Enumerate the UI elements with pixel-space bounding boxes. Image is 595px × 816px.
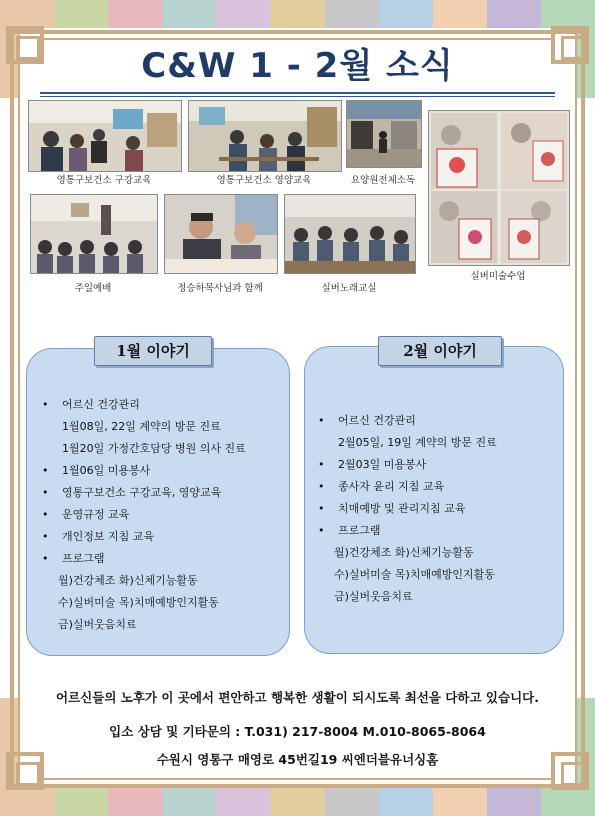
list-item: 1월20일 가정간호담당 병원 의사 진료 [62,442,246,455]
list-item: • 어르신 건강관리 [318,410,497,432]
list-item: • 1월06일 미용봉사 [42,460,246,482]
january-panel-title: 1월 이야기 [94,336,212,366]
february-list [318,410,497,608]
hallway-photo [346,100,422,168]
frame-right-inner [575,30,577,788]
title-underline-thin [40,96,555,97]
list-item: • 2월03일 미용봉사 [318,454,497,476]
frame-bottom [6,784,589,788]
photo-caption: 실버미술수업 [470,271,526,282]
frame-left-inner [18,30,20,788]
list-item: • 프로그램 [42,548,246,570]
list-item: • 개인정보 지침 교육 [42,526,246,548]
title-area [40,42,555,90]
photo-caption: 주일예배 [74,283,112,294]
corner-ornament-tr [551,26,589,64]
list-item: • 치매예방 및 관리지침 교육 [318,498,497,520]
frame-top-inner [40,38,555,40]
frame-left [10,30,14,788]
photo-caption: 정승하목사님과 함께 [177,283,263,294]
list-item: 1월08일, 22일 계약의 방문 진료 [62,420,221,433]
frame-bottom-inner [40,778,555,780]
list-item: • 프로그램 [318,520,497,542]
page-title: C&W 1 - 2월 소식 [141,46,454,86]
january-list [42,394,246,636]
photo-caption: 요양원전체소독 [350,175,416,186]
list-item: • 어르신 건강관리 [42,394,246,416]
frame-top [6,30,589,34]
list-item: 수)실버미술 목)치매예방인지활동 [334,568,495,581]
list-item: 월)건강체조 화)신체기능활동 [58,574,198,587]
list-item: • 영통구보건소 구강교육, 영양교육 [42,482,246,504]
list-item: • 운영규정 교육 [42,504,246,526]
february-panel-title: 2월 이야기 [378,336,502,366]
list-item: 월)건강체조 화)신체기능활동 [334,546,474,559]
worship-photo [30,194,158,274]
title-underline [40,92,555,94]
slogan-text: 어르신들의 노후가 이 곳에서 편안하고 행복한 생활이 되시도록 최선을 다하고 있습니다. [56,690,539,705]
art-class-photo [428,110,570,266]
list-item: 금)실버웃음치료 [58,618,137,631]
pastor-photo [164,194,278,274]
classroom-photo [188,100,342,172]
list-item: 금)실버웃음치료 [334,590,413,603]
photo-caption: 실버노래교실 [321,283,377,294]
address-text: 수원시 영통구 매영로 45번길19 씨엔더블유너싱홈 [156,752,439,767]
contact-info: 입소 상담 및 기타문의 : T.031) 217-8004 M.010-8065-8064 [109,724,486,739]
corner-ornament-tl [6,26,44,64]
list-item: • 종사자 윤리 지침 교육 [318,476,497,498]
list-item: 2월05일, 19일 계약의 방문 진료 [338,436,497,449]
frame-right [581,30,585,788]
photo-caption: 영통구보건소 영양교육 [216,175,312,186]
singing-class-photo [284,194,416,274]
classroom-photo [28,100,182,172]
photo-caption: 영통구보건소 구강교육 [56,175,152,186]
list-item: 수)실버미술 목)치매예방인지활동 [58,596,219,609]
